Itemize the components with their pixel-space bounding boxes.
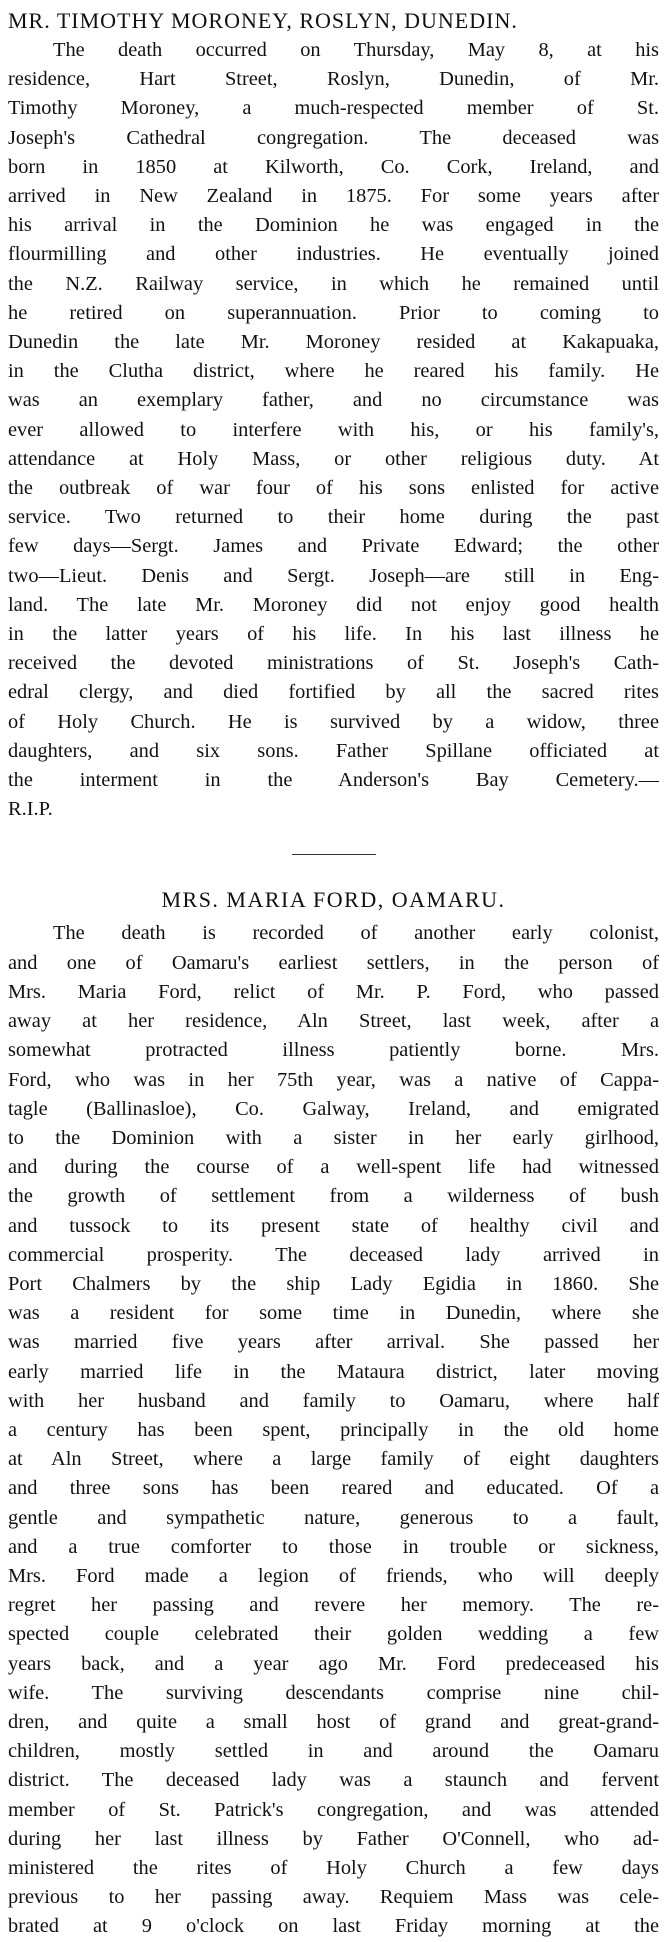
text-line: Mrs. Ford made a legion of friends, who will deeply [8,1564,659,1587]
text-line: The death is recorded of another early colonist, [53,922,659,945]
text-line: spected couple celebrated their golden wedding a few [8,1623,659,1646]
text-line: and one of Oamaru's earliest settlers, in the person of [8,951,659,974]
text-line: district. The deceased lady was a staunch and fervent [8,1769,659,1792]
text-line: service. Two returned to their home during the past [8,506,659,529]
text-line: children, mostly settled in and around the Oamaru [8,1740,659,1763]
text-line: arrived in New Zealand in 1875. For some years after [8,185,659,208]
text-line: Dunedin the late Mr. Moroney resided at Kakapuaka, [8,331,659,354]
article-divider [292,854,376,855]
text-line: brated at 9 o'clock on last Friday morning at the [8,1915,659,1938]
text-line: the N.Z. Railway service, in which he remained until [8,272,659,295]
text-line: few days—Sergt. James and Private Edward; the other [8,535,659,558]
text-line: The death occurred on Thursday, May 8, at his [53,39,659,61]
text-line: a century has been spent, principally in the old home [8,1418,659,1441]
text-line: somewhat protracted illness patiently borne. Mrs. [8,1039,659,1062]
text-line: he retired on superannuation. Prior to coming to [8,301,659,324]
text-line: flourmilling and other industries. He eventually joined [8,243,659,266]
text-line: ministered the rites of Holy Church a few days [8,1856,659,1879]
text-line: early married life in the Mataura district, later moving [8,1360,659,1383]
text-line: his arrival in the Dominion he was engaged in the [8,214,659,237]
text-line: and three sons has been reared and educated. Of a [8,1477,659,1500]
text-line: to the Dominion with a sister in her early girlhood, [8,1126,659,1149]
text-line: commercial prosperity. The deceased lady arrived in [8,1243,659,1266]
article-body [8,919,659,1941]
text-line: born in 1850 at Kilworth, Co. Cork, Ireland, and [8,155,659,178]
text-line: attendance at Holy Mass, or other religious duty. At [8,447,659,470]
text-line: Port Chalmers by the ship Lady Egidia in 1860. She [8,1272,659,1295]
obituary-ford [8,885,659,1941]
text-line: and a true comforter to those in trouble or sickness, [8,1535,659,1558]
text-line: Timothy Moroney, a much-respected member of St. [8,97,659,120]
text-line: land. The late Mr. Moroney did not enjoy good health [8,593,659,616]
article-headline: MRS. MARIA FORD, OAMARU. [161,887,506,913]
text-line: the interment in the Anderson's Bay Cemetery.— [8,769,659,792]
text-line: was a resident for some time in Dunedin, where she [8,1302,659,1325]
text-line: and tussock to its present state of healthy civil and [8,1214,659,1237]
text-line: with her husband and family to Oamaru, where half [8,1389,659,1412]
text-line: and during the course of a well-spent life had witnessed [8,1156,659,1179]
text-line: previous to her passing away. Requiem Mass was cele- [8,1886,659,1909]
text-line: wife. The surviving descendants comprise nine chil- [8,1681,659,1704]
text-line: tagle (Ballinasloe), Co. Galway, Ireland, and emigrated [8,1097,659,1120]
text-line: away at her residence, Aln Street, last week, after a [8,1010,659,1033]
article-body [8,36,659,824]
text-line: edral clergy, and died fortified by all the sacred rites [8,681,659,704]
text-line: dren, and quite a small host of grand and great-grand- [8,1710,659,1733]
text-line: was an exemplary father, and no circumstance was [8,389,659,412]
text-line: during her last illness by Father O'Connell, who ad- [8,1827,659,1850]
text-line: years back, and a year ago Mr. Ford predeceased his [8,1652,659,1675]
text-line: Joseph's Cathedral congregation. The deceased was [8,126,659,149]
article-headline: MR. TIMOTHY MORONEY, ROSLYN, DUNEDIN. [8,8,518,33]
text-line: ever allowed to interfere with his, or his family's, [8,418,659,441]
text-line: residence, Hart Street, Roslyn, Dunedin, of Mr. [8,68,659,91]
text-line: in the Clutha district, where he reared his family. He [8,360,659,383]
obituary-moroney [8,0,659,824]
text-line: received the devoted ministrations of St. Joseph's Cath- [8,652,659,675]
text-line: member of St. Patrick's congregation, and was attended [8,1798,659,1821]
text-line: at Aln Street, where a large family of eight daughters [8,1448,659,1471]
text-line: Ford, who was in her 75th year, was a native of Cappa- [8,1068,659,1091]
text-line: gentle and sympathetic nature, generous to a fault, [8,1506,659,1529]
text-line: Mrs. Maria Ford, relict of Mr. P. Ford, who passed [8,980,659,1003]
text-line: R.I.P. [8,798,53,821]
text-line: the outbreak of war four of his sons enlisted for active [8,477,659,500]
text-line: the growth of settlement from a wilderness of bush [8,1185,659,1208]
text-line: in the latter years of his life. In his last illness he [8,623,659,646]
text-line: was married five years after arrival. She passed her [8,1331,659,1354]
text-line: two—Lieut. Denis and Sergt. Joseph—are still in Eng- [8,564,659,587]
text-line: regret her passing and revere her memory. The re- [8,1594,659,1617]
text-line: daughters, and six sons. Father Spillane officiated at [8,739,659,762]
text-line: of Holy Church. He is survived by a widow, three [8,710,659,733]
